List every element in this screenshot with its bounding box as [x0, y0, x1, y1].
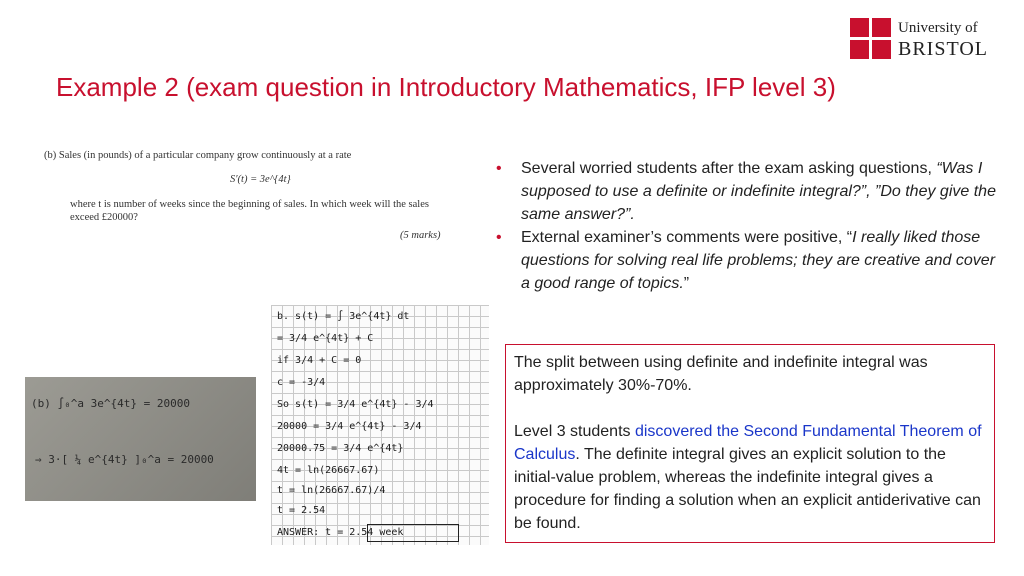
bullet-text: External examiner’s comments were positive, “ — [521, 229, 853, 246]
handwritten-line: ⇒ 3·[ ¼ e^{4t} ]₀^a = 20000 — [35, 453, 214, 466]
bullet-item — [494, 226, 999, 295]
handwritten-answer: ANSWER: t = 2.54 week — [277, 527, 404, 538]
handwritten-line: (b) ∫₀^a 3e^{4t} = 20000 — [31, 397, 190, 410]
question-equation: S′(t) = 3e^{4t} — [230, 174, 291, 185]
answer-box — [367, 524, 459, 542]
handwritten-line: 4t = ln(26667.67) — [277, 465, 380, 476]
handwritten-line: b. s(t) = ∫ 3e^{4t} dt — [277, 311, 410, 322]
university-crest-icon — [850, 18, 892, 60]
handwritten-indefinite-photo — [271, 305, 489, 545]
slide-title: Example 2 (exam question in Introductory Mathematics, IFP level 3) — [56, 72, 836, 102]
exam-question — [40, 148, 452, 248]
logo-line-1: University of — [898, 20, 978, 36]
question-label: (b) Sales (in pounds) of a particular company grow continuously at a rate — [44, 150, 352, 161]
logo-line-2: BRISTOL — [898, 38, 988, 60]
handwritten-line: t = 2.54 — [277, 505, 326, 516]
handwritten-line: So s(t) = 3/4 e^{4t} - 3/4 — [277, 399, 434, 410]
handwritten-line: = 3/4 e^{4t} + C — [277, 333, 374, 344]
callout-text: . The definite integral gives an explicit solution to the initial-value problem, whereas the indefinite integral gives a procedure for finding a solution when an explicit antiderivative can be found. — [514, 446, 981, 532]
handwritten-line: if 3/4 + C = 0 — [277, 355, 362, 366]
callout-paragraph — [514, 420, 986, 535]
bullet-text: Several worried students after the exam asking questions, — [521, 160, 937, 177]
university-logo — [850, 16, 1000, 64]
bullet-list — [494, 157, 999, 295]
bullet-quote: I really liked those questions for solving real life problems; they are creative and cover a good range of topics. — [521, 229, 996, 292]
question-marks: (5 marks) — [400, 230, 441, 241]
question-body: where t is number of weeks since the beginning of sales. In which week will the sales exceed £20000? — [70, 199, 429, 223]
handwritten-line: 20000 = 3/4 e^{4t} - 3/4 — [277, 421, 422, 432]
handwritten-line: c = -3/4 — [277, 377, 326, 388]
callout-paragraph: The split between using definite and indefinite integral was approximately 30%-70%. — [514, 354, 928, 394]
callout-highlight: discovered the Second Fundamental Theorem of Calculus — [514, 423, 982, 463]
callout-text: Level 3 students — [514, 423, 635, 440]
summary-callout — [505, 344, 995, 543]
handwritten-line: 20000.75 = 3/4 e^{4t} — [277, 443, 404, 454]
bullet-item — [494, 157, 999, 226]
bullet-quote-end: ” — [683, 275, 690, 292]
handwritten-definite-photo — [25, 377, 256, 501]
handwritten-line: t = ln(26667.67)/4 — [277, 485, 386, 496]
bullet-quote: “Was I supposed to use a definite or indefinite integral?”, ”Do they give the same answer?”. — [521, 160, 996, 223]
